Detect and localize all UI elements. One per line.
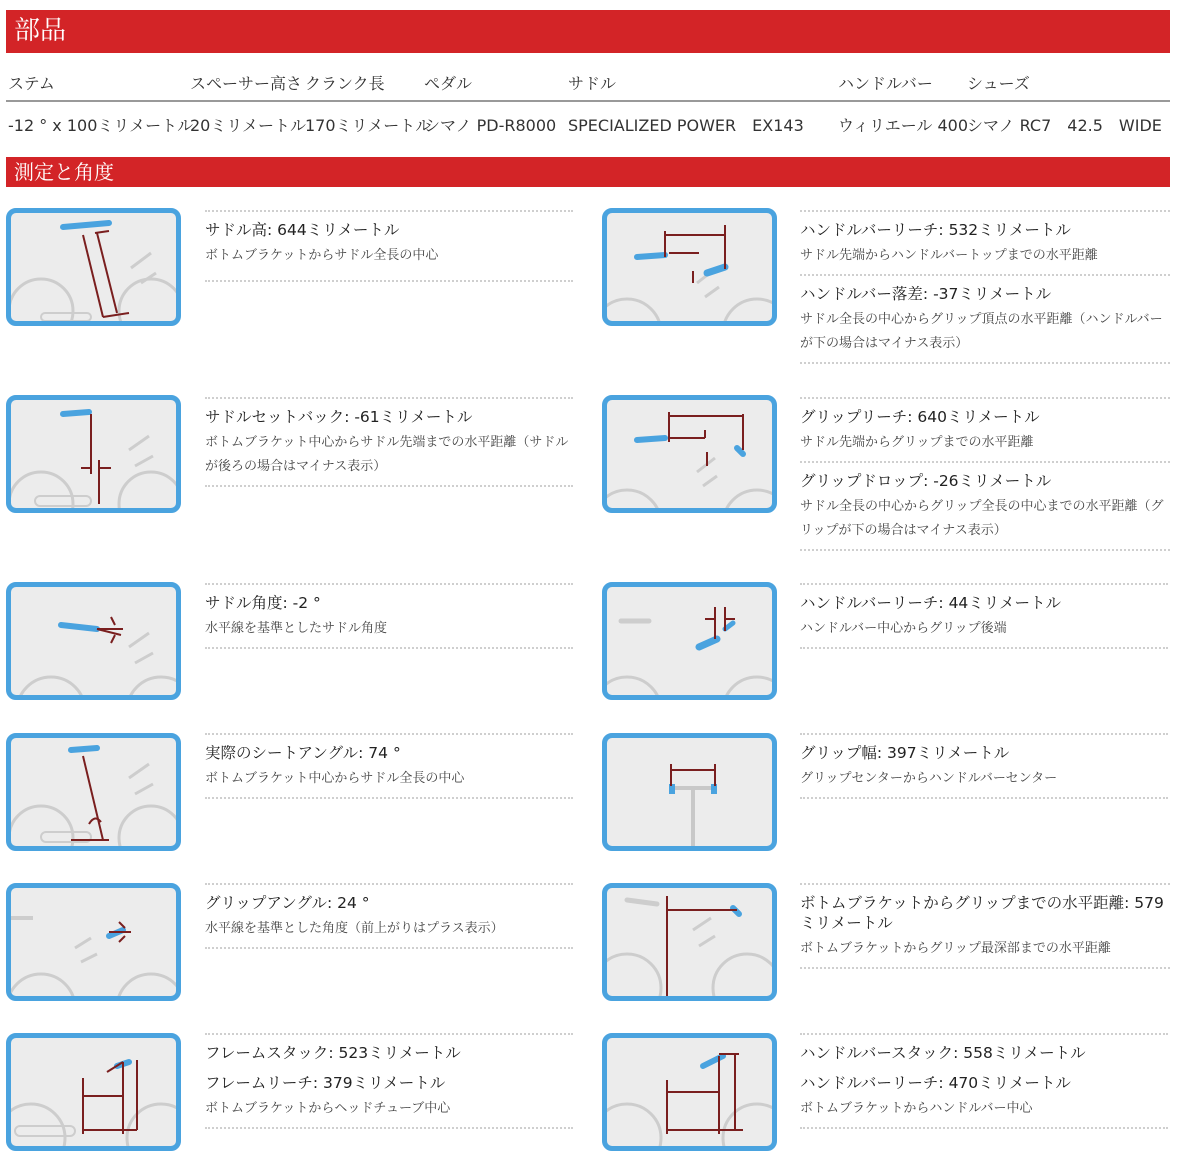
parts-value-saddle: SPECIALIZED POWER EX143: [568, 116, 804, 135]
frame-stack-reach-info: [205, 1033, 573, 1129]
bb-to-grip-diagram: [602, 883, 777, 1001]
parts-label-pedal: ペダル: [424, 74, 473, 93]
grip-width-info: [800, 733, 1168, 799]
seat-angle-title: 実際のシートアングル: 74 °: [205, 744, 401, 762]
grip-reach-desc: サドル先端からグリップまでの水平距離: [800, 435, 1034, 450]
grip-angle-desc: 水平線を基準とした角度（前上がりはプラス表示）: [205, 921, 504, 936]
saddle-setback-diagram: [6, 395, 181, 513]
parts-label-saddle: サドル: [568, 74, 617, 93]
handlebar-reach-info: [800, 210, 1170, 364]
saddle-height-desc: ボトムブラケットからサドル全長の中心: [205, 248, 439, 263]
grip-angle-title: グリップアングル: 24 °: [205, 894, 370, 912]
parts-label-crank: クランク長: [305, 74, 385, 93]
measurements-section-header: [6, 157, 1170, 187]
frame-reach-desc: ボトムブラケットからヘッドチューブ中心: [205, 1101, 451, 1116]
handlebar-reach-grip-info: [800, 583, 1168, 649]
saddle-height-diagram: [6, 208, 181, 326]
handlebar-stack-title: ハンドルバースタック: 558ミリメートル: [800, 1044, 1086, 1062]
handlebar-drop-title: ハンドルバー落差: -37ミリメートル: [800, 285, 1052, 303]
grip-width-desc: グリップセンターからハンドルバーセンター: [800, 771, 1058, 786]
saddle-angle-diagram: [6, 582, 181, 700]
grip-angle-diagram: [6, 883, 181, 1001]
handlebar-reach-grip-title: ハンドルバーリーチ: 44ミリメートル: [800, 594, 1061, 612]
handlebar-reach-bb-title: ハンドルバーリーチ: 470ミリメートル: [800, 1074, 1071, 1092]
seat-angle-desc: ボトムブラケット中心からサドル全長の中心: [205, 771, 465, 786]
parts-value-spacer: 20ミリメートル: [190, 116, 307, 135]
parts-label-spacer: スペーサー高さ: [190, 74, 303, 93]
handlebar-stack-reach-diagram: [602, 1033, 777, 1151]
parts-value-handlebar: ウィリエール 400: [838, 116, 969, 135]
handlebar-reach-title: ハンドルバーリーチ: 532ミリメートル: [800, 221, 1071, 239]
bb-to-grip-desc: ボトムブラケットからグリップ最深部までの水平距離: [800, 941, 1111, 956]
frame-stack-title: フレームスタック: 523ミリメートル: [205, 1044, 461, 1062]
seat-angle-info: [205, 733, 573, 799]
saddle-angle-desc: 水平線を基準としたサドル角度: [205, 621, 388, 636]
saddle-height-title: サドル高: 644ミリメートル: [205, 221, 400, 239]
handlebar-stack-reach-info: [800, 1033, 1168, 1129]
grip-reach-info: [800, 397, 1170, 551]
grip-width-diagram: [602, 733, 777, 851]
parts-label-stem: ステム: [8, 74, 55, 93]
handlebar-reach-desc: サドル先端からハンドルバートップまでの水平距離: [800, 248, 1098, 263]
grip-reach-title: グリップリーチ: 640ミリメートル: [800, 408, 1040, 426]
handlebar-drop-desc: サドル全長の中心からグリップ頂点の水平距離（ハンドルバーが下の場合はマイナス表示）: [800, 312, 1163, 351]
parts-section-header: [6, 10, 1170, 53]
handlebar-reach-bb-desc: ボトムブラケットからハンドルバー中心: [800, 1101, 1033, 1116]
measurements-section-title: 測定と角度: [14, 160, 114, 184]
frame-reach-title: フレームリーチ: 379ミリメートル: [205, 1074, 446, 1092]
grip-drop-title: グリップドロップ: -26ミリメートル: [800, 472, 1052, 490]
parts-value-stem: -12 ° x 100ミリメートル: [8, 116, 194, 135]
saddle-setback-desc: ボトムブラケット中心からサドル先端までの水平距離（サドルが後ろの場合はマイナス表示）: [205, 435, 569, 474]
parts-value-crank: 170ミリメートル: [305, 116, 432, 135]
parts-label-shoes: シューズ: [967, 74, 1030, 93]
bb-to-grip-title: ボトムブラケットからグリップまでの水平距離: 579ミリメートル: [800, 894, 1164, 932]
grip-drop-desc: サドル全長の中心からグリップ全長の中心までの水平距離（グリップが下の場合はマイナス表示）: [800, 499, 1164, 538]
saddle-setback-info: [205, 397, 573, 487]
parts-divider: [6, 100, 1170, 102]
grip-angle-info: [205, 883, 573, 949]
parts-value-pedal: シマノ PD-R8000: [424, 116, 557, 135]
bb-to-grip-info: [800, 883, 1170, 969]
saddle-angle-info: [205, 583, 573, 649]
saddle-height-info: [205, 210, 573, 282]
handlebar-reach-grip-diagram: [602, 582, 777, 700]
grip-reach-diagram: [602, 395, 777, 513]
grip-width-title: グリップ幅: 397ミリメートル: [800, 744, 1010, 762]
saddle-angle-title: サドル角度: -2 °: [205, 594, 321, 612]
handlebar-reach-grip-desc: ハンドルバー中心からグリップ後端: [800, 621, 1007, 636]
saddle-setback-title: サドルセットバック: -61ミリメートル: [205, 408, 473, 426]
frame-stack-reach-diagram: [6, 1033, 181, 1151]
seat-angle-diagram: [6, 733, 181, 851]
parts-section-title: 部品: [14, 16, 67, 46]
parts-label-handlebar: ハンドルバー: [838, 74, 933, 93]
handlebar-reach-diagram: [602, 208, 777, 326]
parts-value-shoes: シマノ RC7 42.5 WIDE: [967, 116, 1162, 135]
